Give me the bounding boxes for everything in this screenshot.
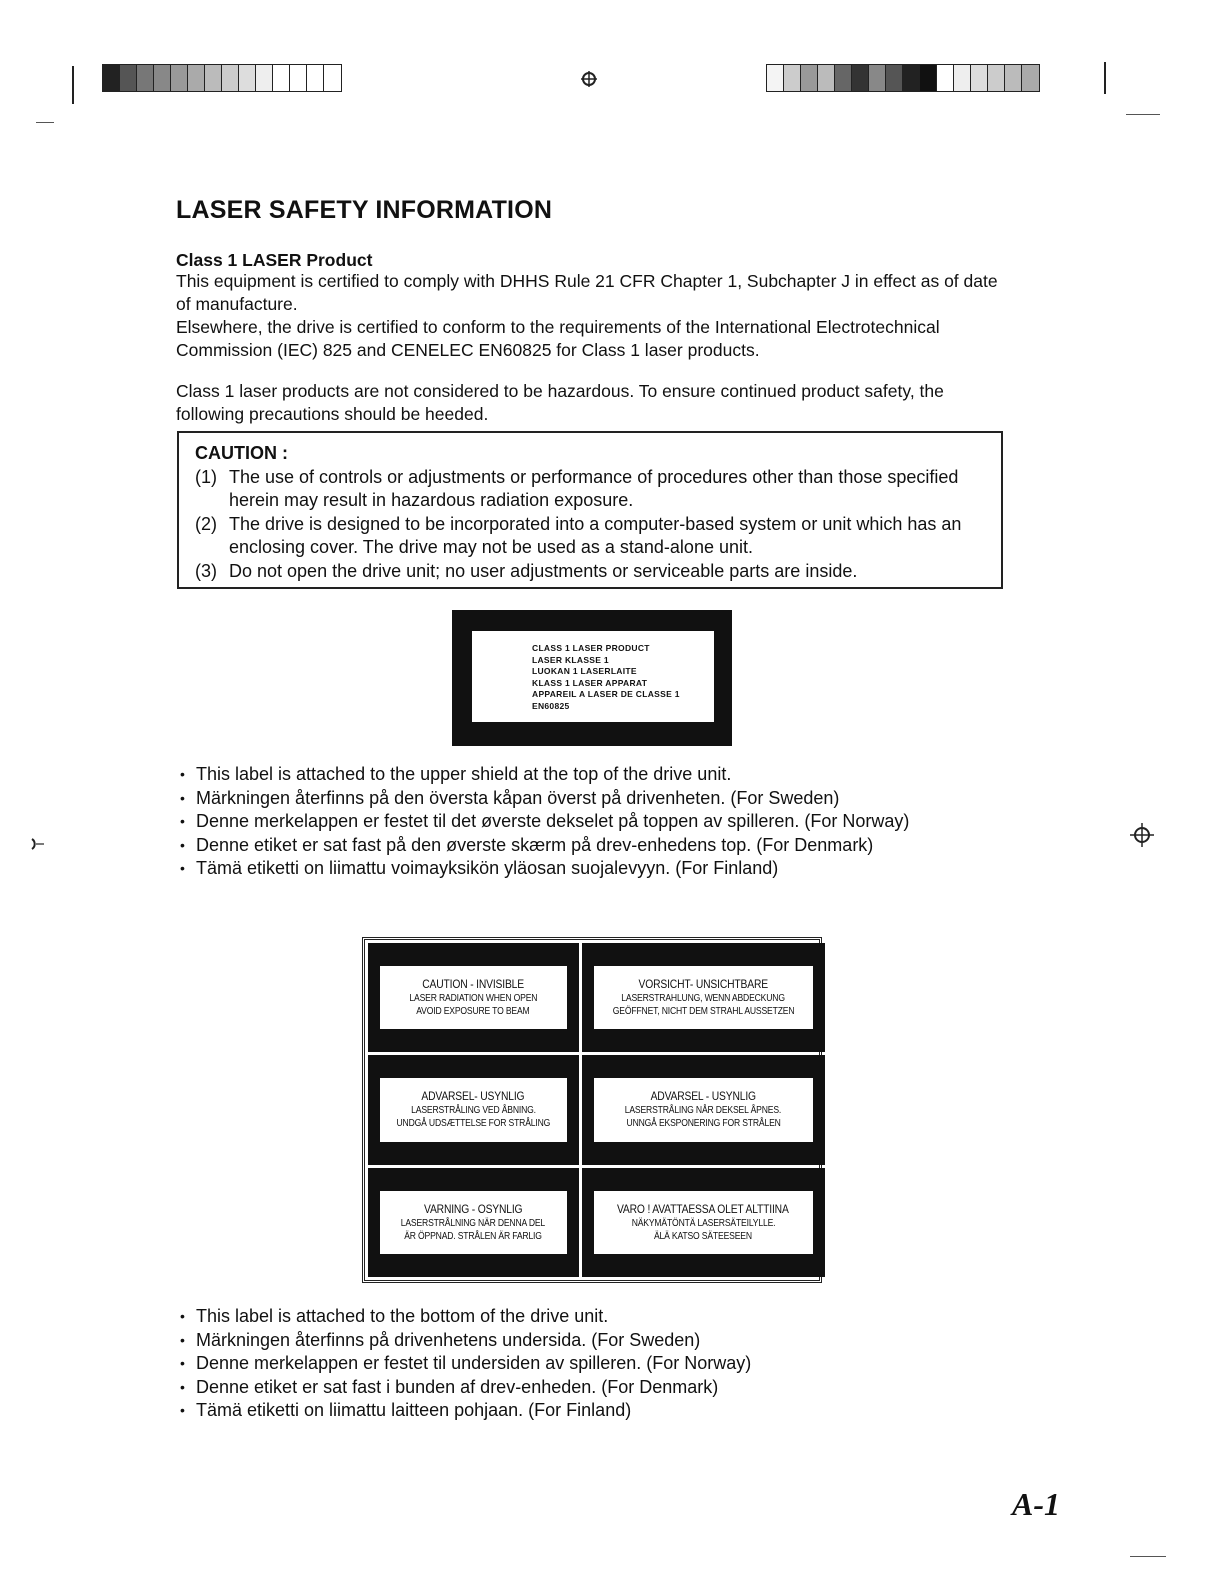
warning-label [368,1055,579,1164]
list-item-text: Denne merkelappen er festet til det øverste dekselet på toppen av spilleren. (For Norway) [196,811,910,831]
label-line: EN60825 [532,700,570,711]
caution-item [195,466,987,512]
bullet-icon: • [180,1378,185,1395]
list-item-text: Denne etiket er sat fast på den øverste skærm på drev-enhedens top. (For Denmark) [196,834,874,855]
registration-strip-left [102,64,342,92]
list-item-text: This label is attached to the upper shield at the top of the drive unit. [196,764,732,784]
class1-laser-label [452,610,732,746]
caution-item-text: The use of controls or adjustments or performance of procedures other than those specified herein may result in hazardous radiation exposure. [229,467,959,510]
label-line: LUOKAN 1 LASERLAITE [532,666,637,676]
corner-tick [36,122,54,123]
list-item [180,1399,751,1423]
bullet-icon: • [180,836,185,853]
warning-labels-sheet [362,937,822,1283]
warning-heading: VARNING - OSYNLIG [424,1201,523,1216]
corner-tick [1126,114,1160,115]
warning-label-panel [380,966,567,1029]
warning-label-panel [594,966,813,1029]
corner-tick [1130,1556,1166,1557]
warning-heading: ADVARSEL- USYNLIG [421,1089,525,1104]
class1-label-panel [472,631,714,722]
warning-heading: ADVARSEL - USYNLIG [650,1089,756,1104]
warning-text: UNNGÅ EKSPONERING FOR STRÅLEN [626,1118,781,1130]
bullet-icon: • [180,813,185,829]
warning-label [582,1055,825,1164]
bullet-icon: • [180,1402,185,1418]
label-line: APPAREIL A LASER DE CLASSE 1 [532,689,680,699]
list-item [180,1376,751,1400]
crosshair-icon [1128,821,1156,849]
caution-box [177,431,1003,589]
left-margin-rule [72,66,74,104]
caution-item-text: The drive is designed to be incorporated into a computer-based system or unit which has an enclosing cover. The drive may not be used as a stand-alone unit. [229,514,962,557]
caution-item-number: (1) [195,467,217,487]
warning-text: LASERSTRAHLUNG, WENN ABDECKUNG [621,993,786,1005]
list-item-text: Tämä etiketti on liimattu laitteen pohjaan. (For Finland) [196,1400,632,1420]
list-item [180,834,909,858]
warning-label-panel [594,1078,813,1141]
list-item-text: Märkningen återfinns på den översta kåpan överst på drivenheten. (For Sweden) [196,787,840,808]
warning-heading: CAUTION - INVISIBLE [422,977,525,992]
warning-heading: VARO ! AVATTAESSA OLET ALTTIINA [617,1201,790,1216]
registration-strip-right [766,64,1040,92]
warning-text: LASERSTRÅLNING NÄR DENNA DEL [401,1217,546,1229]
section-subtitle: Class 1 LASER Product [176,250,373,270]
caution-item [195,560,987,583]
paragraph-precautions: Class 1 laser products are not considered to be hazardous. To ensure continued product safety, the following precautions should be heeded. [176,381,944,424]
bullet-list-bottom-label [180,1305,751,1423]
bullet-icon: • [180,789,185,806]
warning-label [368,943,579,1052]
label-line: CLASS 1 LASER PRODUCT [532,643,650,653]
list-item [180,787,909,811]
warning-label [582,1168,825,1277]
label-line: LASER KLASSE 1 [532,654,609,665]
list-item [180,857,909,881]
crosshair-icon [578,68,600,90]
list-item [180,1352,751,1376]
paragraph-iec: Elsewhere, the drive is certified to conform to the requirements of the International Electrotechnical Commission (IEC) 825 and CENELEC EN60825 for Class 1 laser products. [176,317,940,360]
bullet-icon: • [180,1355,185,1371]
warning-heading: VORSICHT- UNSICHTBARE [638,977,768,992]
warning-text: ÄR ÖPPNAD. STRÅLEN ÄR FARLIG [404,1230,543,1242]
list-item-text: Tämä etiketti on liimattu voimayksikön yläosan suojalevyyn. (For Finland) [196,858,779,878]
list-item [180,1305,751,1329]
warning-label-panel [380,1191,567,1254]
warning-label [368,1168,579,1277]
caution-item-number: (2) [195,514,217,534]
bullet-icon: • [180,1308,185,1324]
crosshair-icon [30,836,46,852]
bullet-icon: • [180,860,185,876]
caution-item-number: (3) [195,561,217,581]
warning-label [582,943,825,1052]
bullet-icon: • [180,1331,185,1348]
warning-text: LASERSTRÅLING NÅR DEKSEL ÅPNES. [625,1105,782,1117]
bullet-list-top-label [180,763,909,881]
warning-text: LASER RADIATION WHEN OPEN [409,993,538,1005]
list-item-text: Denne etiket er sat fast i bunden af drev-enheden. (For Denmark) [196,1376,719,1397]
label-line: KLASS 1 LASER APPARAT [532,677,648,688]
warning-label-panel [380,1078,567,1141]
warning-text: NÄKYMÄTÖNTÄ LASERSÄTEILYLLE. [631,1217,776,1229]
warning-text: GEÖFFNET, NICHT DEM STRAHL AUSSETZEN [612,1006,795,1018]
bullet-icon: • [180,766,185,782]
warning-text: AVOID EXPOSURE TO BEAM [416,1006,530,1018]
warning-text: LASERSTRÅLING VED ÅBNING. [410,1105,536,1117]
caution-heading: CAUTION : [195,443,288,463]
paragraph-dhhs: This equipment is certified to comply with DHHS Rule 21 CFR Chapter 1, Subchapter J in effect as of date of manufacture. [176,271,998,314]
caution-item-text: Do not open the drive unit; no user adjustments or serviceable parts are inside. [229,561,858,581]
caution-item [195,513,987,559]
list-item [180,810,909,834]
warning-text: UNDGÅ UDSÆTTELSE FOR STRÅLING [396,1118,551,1130]
right-margin-rule [1104,62,1106,94]
list-item-text: Denne merkelappen er festet til undersiden av spilleren. (For Norway) [196,1353,752,1373]
warning-label-panel [594,1191,813,1254]
list-item [180,763,909,787]
list-item [180,1329,751,1353]
warning-text: ÄLÄ KATSO SÄTEESEEN [654,1230,753,1242]
page-number: A-1 [1012,1486,1060,1522]
list-item-text: This label is attached to the bottom of the drive unit. [196,1306,609,1326]
page-title: LASER SAFETY INFORMATION [176,196,553,224]
list-item-text: Märkningen återfinns på drivenhetens undersida. (For Sweden) [196,1329,701,1350]
